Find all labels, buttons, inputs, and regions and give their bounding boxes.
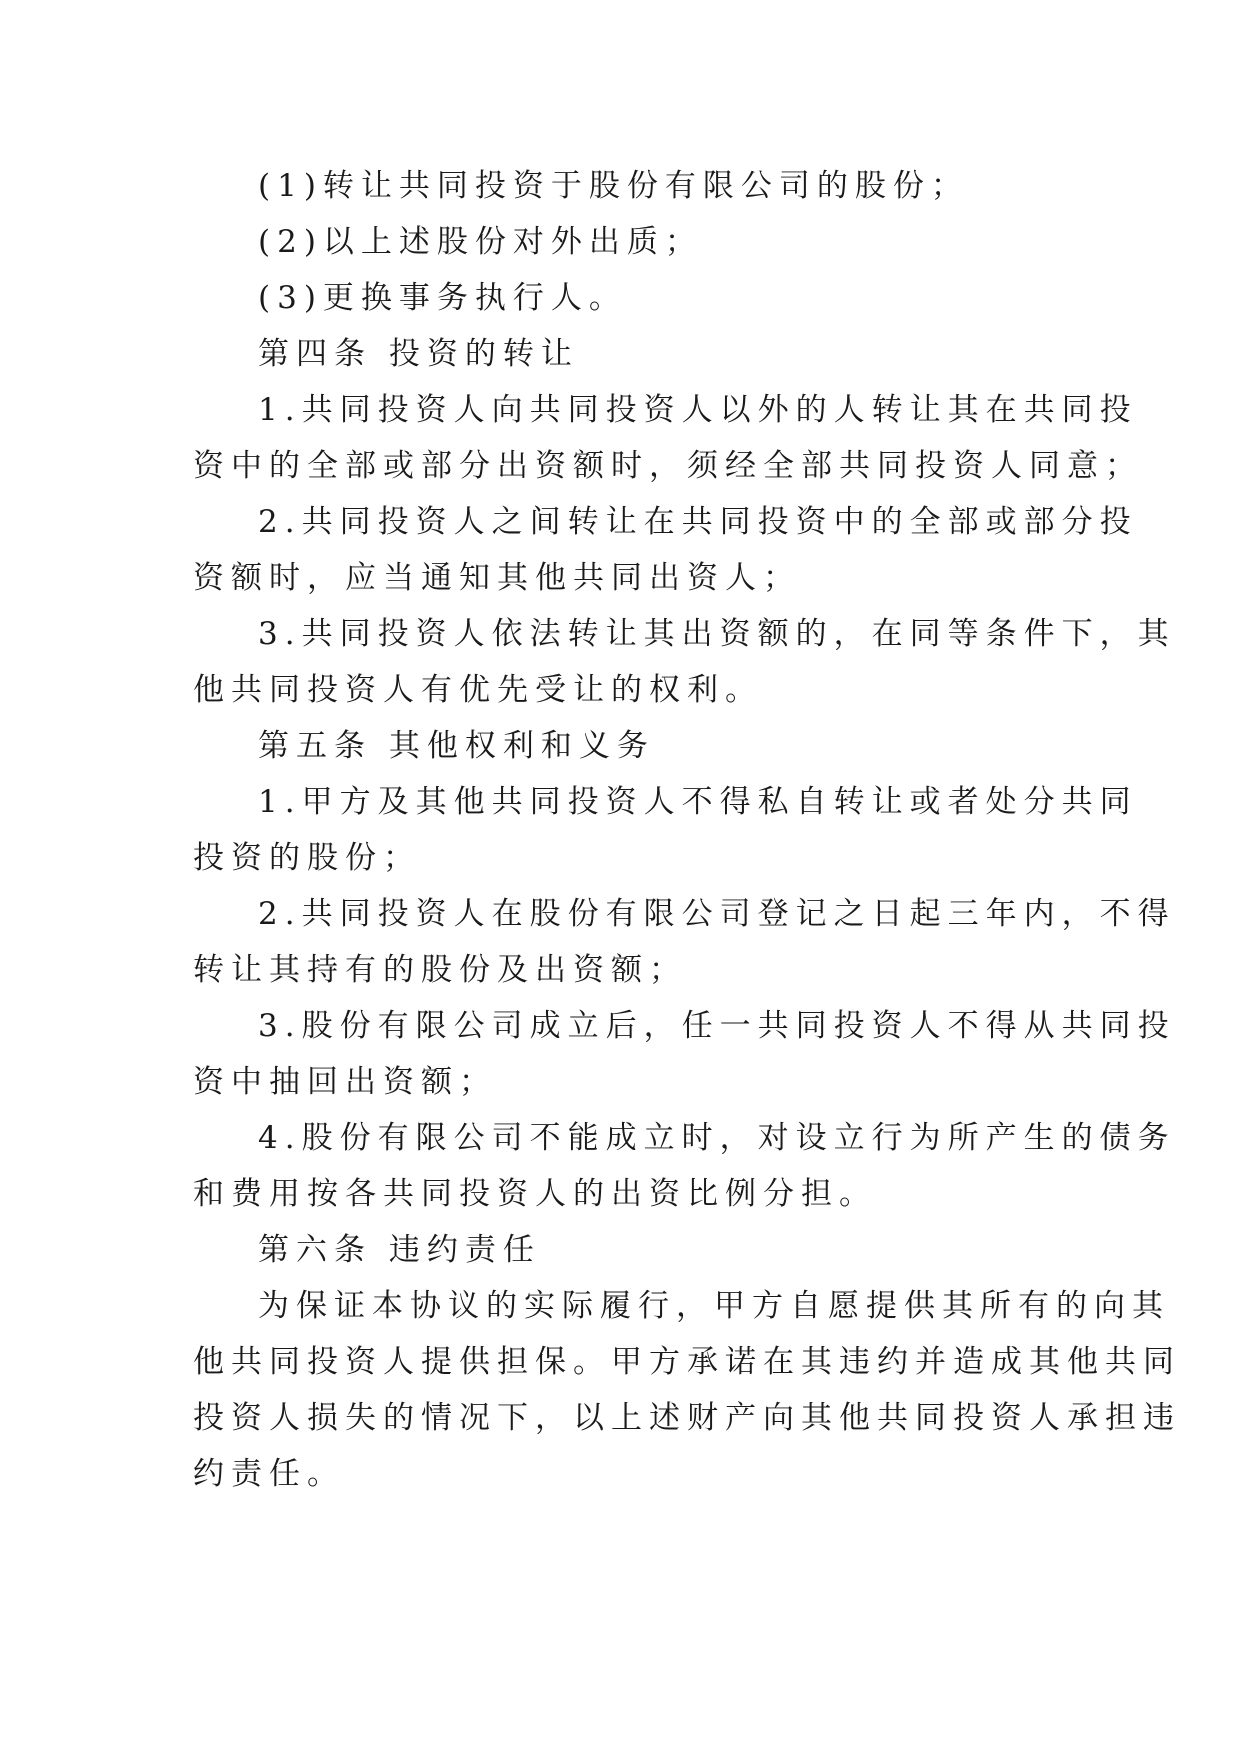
article-5-paragraph-1-line-1: 1.甲方及其他共同投资人不得私自转让或者处分共同 bbox=[258, 784, 1138, 820]
clause-item-1: (1)转让共同投资于股份有限公司的股份； bbox=[258, 168, 969, 204]
article-5-paragraph-3-line-2: 资中抽回出资额； bbox=[193, 1064, 497, 1100]
article-6-paragraph-line-1: 为保证本协议的实际履行，甲方自愿提供其所有的向其 bbox=[258, 1288, 1170, 1324]
article-5-paragraph-3-line-1: 3.股份有限公司成立后，任一共同投资人不得从共同投 bbox=[258, 1008, 1176, 1044]
article-4-paragraph-1-line-2: 资中的全部或部分出资额时，须经全部共同投资人同意； bbox=[193, 448, 1143, 484]
article-5-paragraph-4-line-2: 和费用按各共同投资人的出资比例分担。 bbox=[193, 1176, 877, 1212]
article-4-paragraph-3-line-2: 他共同投资人有优先受让的权利。 bbox=[193, 672, 763, 708]
clause-item-2: (2)以上述股份对外出质； bbox=[258, 224, 703, 260]
article-6-heading: 第六条 违约责任 bbox=[258, 1232, 541, 1268]
article-4-paragraph-1-line-1: 1.共同投资人向共同投资人以外的人转让其在共同投 bbox=[258, 392, 1138, 428]
article-4-paragraph-2-line-1: 2.共同投资人之间转让在共同投资中的全部或部分投 bbox=[258, 504, 1138, 540]
article-4-heading: 第四条 投资的转让 bbox=[258, 336, 579, 372]
article-5-heading: 第五条 其他权利和义务 bbox=[258, 728, 655, 764]
article-5-paragraph-2-line-1: 2.共同投资人在股份有限公司登记之日起三年内，不得 bbox=[258, 896, 1176, 932]
article-5-paragraph-4-line-1: 4.股份有限公司不能成立时，对设立行为所产生的债务 bbox=[258, 1120, 1176, 1156]
clause-item-3: (3)更换事务执行人。 bbox=[258, 280, 627, 316]
article-6-paragraph-line-3: 投资人损失的情况下，以上述财产向其他共同投资人承担违 bbox=[193, 1400, 1181, 1436]
article-4-paragraph-3-line-1: 3.共同投资人依法转让其出资额的，在同等条件下，其 bbox=[258, 616, 1176, 652]
article-4-paragraph-2-line-2: 资额时，应当通知其他共同出资人； bbox=[193, 560, 801, 596]
article-6-paragraph-line-4: 约责任。 bbox=[193, 1456, 345, 1492]
article-6-paragraph-line-2: 他共同投资人提供担保。甲方承诺在其违约并造成其他共同 bbox=[193, 1344, 1181, 1380]
article-5-paragraph-2-line-2: 转让其持有的股份及出资额； bbox=[193, 952, 687, 988]
article-5-paragraph-1-line-2: 投资的股份； bbox=[193, 840, 421, 876]
